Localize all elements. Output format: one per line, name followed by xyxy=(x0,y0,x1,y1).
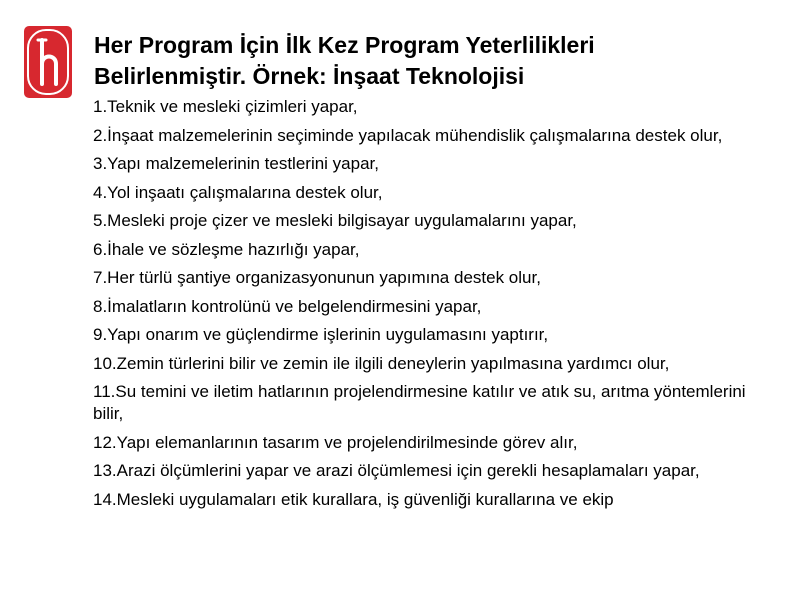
list-item: 1.Teknik ve mesleki çizimleri yapar, xyxy=(93,97,358,116)
list-item: 7.Her türlü şantiye organizasyonunun yapımına destek olur, xyxy=(93,268,541,287)
competency-list xyxy=(93,96,773,517)
list-item: 12.Yapı elemanlarının tasarım ve projelendirilmesinde görev alır, xyxy=(93,432,578,452)
hacettepe-h-logo-icon xyxy=(24,26,72,98)
list-item: 10.Zemin türlerini bilir ve zemin ile ilgili deneylerin yapılmasına yardımcı olur, xyxy=(93,353,670,373)
list-item: 3.Yapı malzemelerinin testlerini yapar, xyxy=(93,154,379,173)
list-item: 14.Mesleki uygulamaları etik kurallara, iş güvenliği kurallarına ve ekip xyxy=(93,489,614,509)
list-item: 5.Mesleki proje çizer ve mesleki bilgisayar uygulamalarını yapar, xyxy=(93,211,577,230)
list-item: 6.İhale ve sözleşme hazırlığı yapar, xyxy=(93,239,360,259)
list-item: 11.Su temini ve iletim hatlarının projelendirmesine katılır ve atık su, arıtma yöntemlerini bilir, xyxy=(93,382,746,423)
slide-title xyxy=(94,30,784,92)
list-item: 9.Yapı onarım ve güçlendirme işlerinin uygulamasını yaptırır, xyxy=(93,325,549,344)
slide-title-line-1: Her Program İçin İlk Kez Program Yeterlilikleri xyxy=(94,32,595,58)
list-item: 2.İnşaat malzemelerinin seçiminde yapılacak mühendislik çalışmalarına destek olur, xyxy=(93,125,723,145)
list-item: 8.İmalatların kontrolünü ve belgelendirmesini yapar, xyxy=(93,296,482,316)
list-item: 4.Yol inşaatı çalışmalarına destek olur, xyxy=(93,182,383,202)
list-item: 13.Arazi ölçümlerini yapar ve arazi ölçümlemesi için gerekli hesaplamaları yapar, xyxy=(93,461,700,480)
slide-title-line-2: Belirlenmiştir. Örnek: İnşaat Teknolojisi xyxy=(94,63,525,89)
